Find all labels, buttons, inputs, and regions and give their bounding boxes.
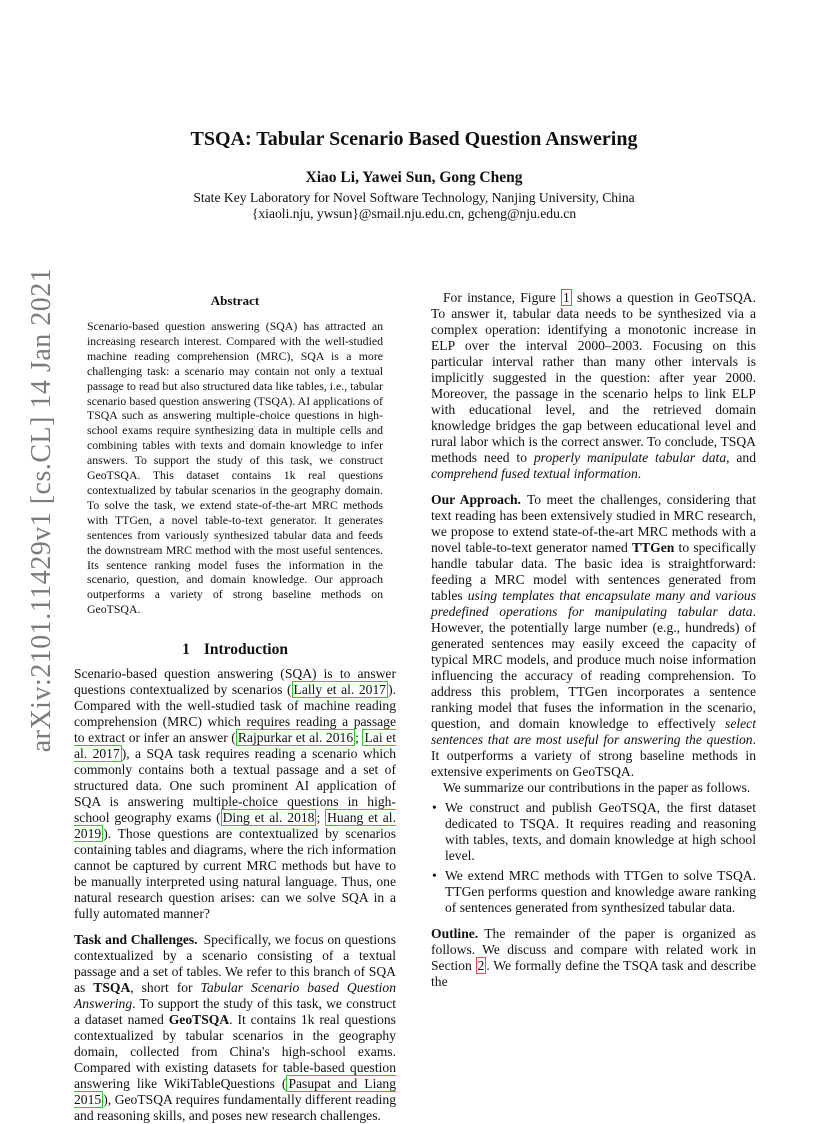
section-heading-introduction	[74, 642, 396, 658]
figure-reference-link[interactable]: 1	[562, 290, 570, 305]
text-run: For instance, Figure	[443, 290, 561, 305]
text-run: . To support the study of this task, we construct a dataset named	[74, 996, 396, 1028]
left-column	[74, 290, 396, 1124]
list-item: • We extend MRC methods with TTGen to solve TSQA. TTGen performs question and knowledge aware ranking of sentences generated from synthesized tabular data.	[431, 868, 756, 916]
text-run: select sentences that are most useful for answering the question	[431, 716, 756, 747]
text-run: ), GeoTSQA requires fundamentally different reading and reasoning skills, and poses new research challenges.	[74, 1092, 396, 1124]
author-affiliation	[0, 190, 828, 222]
text-run: TSQA	[93, 980, 131, 996]
citation-link[interactable]: Rajpurkar et al. 2016	[237, 730, 354, 746]
text-run: . It outperforms a variety of strong baseline methods in extensive experiments on GeoTSQA.	[431, 732, 756, 779]
text-run: The remainder of the paper is organized as follows. We discuss and compare with related work in Section	[431, 926, 756, 973]
intro-paragraph-3	[431, 290, 756, 482]
citation-link[interactable]: Pasupat and Liang 2015	[74, 1076, 396, 1108]
text-run: comprehend fused textual information	[431, 466, 638, 481]
intro-paragraph-1	[74, 666, 396, 922]
section-reference-link[interactable]: 2	[477, 958, 485, 973]
text-run: To meet the challenges, considering that text reading has been extensively studied in MRC research, we propose to extend state-of-the-art MRC methods with a novel table-to-text generator named	[431, 492, 756, 555]
author-emails: {xiaoli.nju, ywsun}@smail.nju.edu.cn, gcheng@nju.edu.cn	[251, 206, 577, 221]
text-run: , and	[726, 450, 757, 465]
affiliation-line: State Key Laboratory for Novel Software Technology, Nanjing University, China	[193, 190, 635, 205]
text-run: TTGen	[632, 540, 675, 555]
text-run: . We formally define the TSQA task and describe the	[431, 958, 756, 989]
arxiv-watermark	[20, 267, 64, 753]
list-item: • We construct and publish GeoTSQA, the first dataset dedicated to TSQA. It requires reading and reasoning with tables, texts, and domain knowledge at high school level.	[431, 800, 756, 864]
paper-authors: Xiao Li, Yawei Sun, Gong Cheng	[305, 169, 523, 186]
contributions-list	[431, 800, 756, 916]
text-run: ;	[355, 730, 363, 746]
citation-link[interactable]: Ding et al. 2018	[222, 810, 315, 826]
text-run: Scenario-based question answering (SQA) is to answer questions contextualized by scenarios (	[74, 666, 396, 698]
text-run: Specifically, we focus on questions contextualized by a scenario consisting of a textual passage and a set of tables. We refer to this branch of SQA as	[74, 932, 396, 996]
text-run: GeoTSQA	[168, 1012, 230, 1028]
text-run: ). Compared with the well-studied task of machine reading comprehension (MRC) which requires reading a passage to extract or infer an answer (	[74, 682, 396, 746]
arxiv-watermark-text: arXiv:2101.11429v1 [cs.CL] 14 Jan 2021	[26, 267, 57, 753]
right-column	[431, 290, 756, 990]
approach-paragraph	[431, 492, 756, 780]
outline-paragraph	[431, 926, 756, 990]
abstract-heading: Abstract	[210, 293, 260, 308]
text-run: properly manipulate tabular data	[533, 450, 727, 465]
paper-title: TSQA: Tabular Scenario Based Question Answering	[190, 128, 638, 150]
task-challenges-paragraph	[74, 932, 396, 1124]
runin-heading: Task and Challenges.	[74, 932, 198, 948]
text-run: ). Those questions are contextualized by scenarios containing tables and diagrams, where the rich information cannot be captured by current MRC methods but have to be manually interpreted using natural language. Thus, one natural research question arises: can we solve SQA in a fully automated manner?	[74, 826, 396, 922]
text-run: Tabular Scenario based Question Answering	[74, 980, 397, 1012]
text-run: . It contains 1k real questions contextualized by tabular scenarios in the geography domain, collected from China's high-school exams. Compared with existing datasets for table-based question answering like WikiTableQuestions (	[74, 1012, 396, 1092]
text-run: .	[637, 466, 642, 481]
runin-heading: Outline.	[431, 926, 479, 941]
citation-link[interactable]: Lai et al. 2017	[74, 730, 396, 762]
section-number: 1	[182, 641, 190, 659]
text-run: using templates that encapsulate many and various predefined operations for manipulating tabular data	[431, 588, 757, 619]
text-run: ), a SQA task requires reading a scenario which commonly contains both a textual passage and a set of structured data. One such prominent AI application of SQA is answering multiple-choice questions in high-school geography exams (	[74, 746, 397, 826]
text-run: . However, the potentially large number (e.g., hundreds) of generated sentences may easily exceed the capacity of typical MRC models, and produce much noise information influencing the accuracy of reading comprehension. To address this problem, TTGen incorporates a sentence ranking model that fuses the information in the scenario, question, and domain knowledge to effectively	[431, 604, 756, 731]
text-run: , short for	[130, 980, 201, 996]
abstract-text: Scenario-based question answering (SQA) has attracted an increasing research interest. Compared with the well-studied machine reading comprehension (MRC), SQA is a more challenging task: a scenario may contain not only a textual passage to read but also structured data like tables, i.e., tabular scenario based question answering (TSQA). AI applications of TSQA such as answering multiple-choice questions in high-school exams require synthesizing data in multiple cells and combining tables with texts and domain knowledge to infer answers. To support the study of this task, we construct GeoTSQA. This dataset contains 1k real questions contextualized by tabular scenarios in the geography domain. To solve the task, we extend state-of-the-art MRC methods with TTGen, a novel table-to-text generator. It generates sentences from variously synthesized tabular data and feeds the downstream MRC method with the most useful sentences. Its sentence ranking model fuses the information in the scenario, question, and domain knowledge. Our approach outperforms a variety of strong baseline methods on GeoTSQA.	[87, 319, 383, 617]
runin-heading: Our Approach.	[431, 492, 521, 507]
contributions-intro: We summarize our contributions in the paper as follows.	[443, 780, 751, 795]
text-run: ;	[316, 810, 326, 826]
citation-link[interactable]: Huang et al. 2019	[74, 810, 396, 842]
text-run: shows a question in GeoTSQA. To answer it, tabular data needs to be synthesized via a complex operation: identifying a monotonic increase in ELP over the interval 2000–2003. Focusing on this particular interval rather than many other intervals is implicitly suggested in the question: after year 2000. Moreover, the passage in the scenario helps to link ELP with educational level, and the retrieved domain knowledge bridges the gap between educational level and rural labor which is the correct answer. To conclude, TSQA methods need to	[431, 290, 757, 465]
text-run: to specifically handle tabular data. The basic idea is straightforward: feeding a MRC model with sentences generated from tables	[431, 540, 756, 603]
citation-link[interactable]: Lally et al. 2017	[293, 682, 387, 698]
section-title: Introduction	[203, 641, 288, 659]
